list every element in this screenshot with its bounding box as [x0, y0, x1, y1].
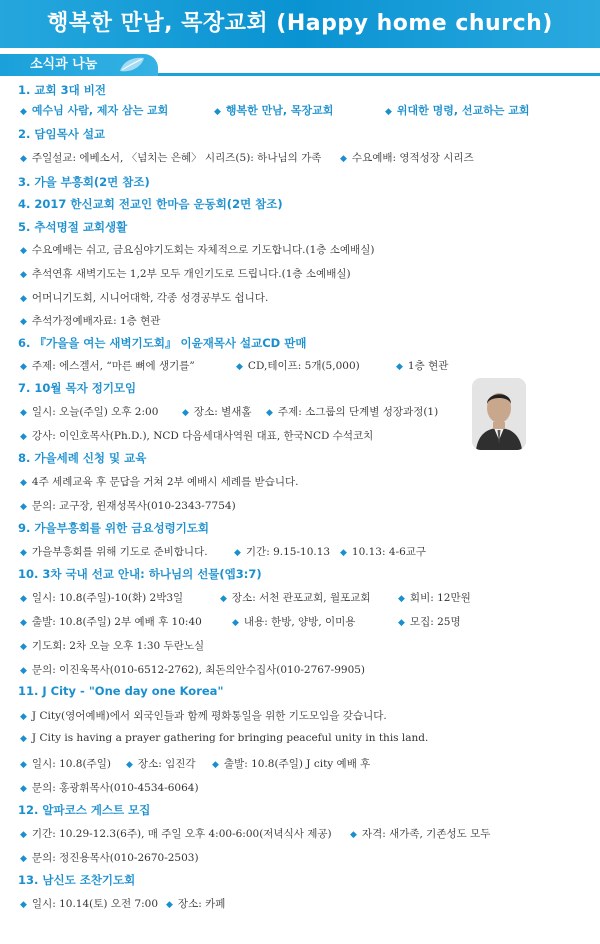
list-item: ◆ J City(영어예배)에서 외국인들과 함께 평화통일을 위한 기도모임을 갖습니다.: [20, 710, 387, 722]
list-item: ◆ 가을부흥회를 위해 기도로 준비합니다.: [20, 546, 208, 558]
diamond-icon: ◆: [20, 760, 27, 770]
list-item: ◆ 일시: 10.14(토) 오전 7:00: [20, 898, 159, 910]
list-item: ◆ 자격: 새가족, 기존성도 모두: [350, 828, 491, 840]
news-tab: [0, 54, 158, 76]
diamond-icon: ◆: [214, 107, 221, 117]
section-heading: 5. 추석명절 교회생활: [18, 220, 128, 234]
section-heading: 2. 담임목사 설교: [18, 127, 106, 141]
diamond-icon: ◆: [20, 784, 27, 794]
diamond-icon: ◆: [20, 642, 27, 652]
section-heading: 6. 『가을을 여는 새벽기도회』 이윤재목사 설교CD 판매: [18, 336, 307, 350]
diamond-icon: ◆: [166, 900, 173, 910]
vision-item: ◆ 위대한 명령, 선교하는 교회: [385, 104, 530, 117]
list-item: ◆ 기간: 9.15-10.13: [234, 546, 331, 558]
list-item: ◆ 1층 현관: [396, 360, 449, 372]
list-item: ◆ CD,테이프: 5개(5,000): [236, 360, 360, 372]
list-item: ◆ 장소: 별새홀: [182, 406, 252, 418]
diamond-icon: ◆: [20, 854, 27, 864]
diamond-icon: ◆: [20, 478, 27, 488]
diamond-icon: ◆: [20, 246, 27, 256]
tab-label: 소식과 나눔: [30, 57, 98, 72]
section-heading: 4. 2017 한신교회 전교인 한마음 운동회(2면 참조): [18, 197, 283, 211]
diamond-icon: ◆: [396, 362, 403, 372]
diamond-icon: ◆: [20, 618, 27, 628]
diamond-icon: ◆: [385, 107, 392, 117]
diamond-icon: ◆: [20, 712, 27, 722]
diamond-icon: ◆: [340, 548, 347, 558]
section-heading: 3. 가을 부흥회(2면 참조): [18, 175, 150, 189]
section-heading: 7. 10월 목자 정기모임: [18, 381, 137, 395]
list-item: ◆ 추석연휴 새벽기도는 1,2부 모두 개인기도로 드립니다.(1층 소예배실): [20, 268, 351, 280]
list-item: ◆ 회비: 12만원: [398, 592, 471, 604]
list-item: ◆ 장소: 서천 관포교회, 월포교회: [220, 592, 371, 604]
list-item: ◆ 출발: 10.8(주일) 2부 예배 후 10:40: [20, 616, 202, 628]
diamond-icon: ◆: [350, 830, 357, 840]
diamond-icon: ◆: [20, 734, 27, 744]
diamond-icon: ◆: [220, 594, 227, 604]
list-item: ◆ 출발: 10.8(주일) J city 예배 후: [212, 758, 371, 770]
list-item: ◆ 주제: 소그룹의 단계별 성장과정(1): [266, 406, 439, 418]
section-heading: 9. 가을부흥회를 위한 금요성령기도회: [18, 521, 210, 535]
list-item: ◆ 일시: 오늘(주일) 오후 2:00: [20, 406, 159, 418]
list-item: ◆ 기도회: 2차 오늘 오후 1:30 두란노실: [20, 640, 205, 652]
diamond-icon: ◆: [266, 408, 273, 418]
diamond-icon: ◆: [126, 760, 133, 770]
list-item: ◆ 어머니기도회, 시니어대학, 각종 성경공부도 쉽니다.: [20, 292, 269, 304]
diamond-icon: ◆: [20, 270, 27, 280]
list-item: ◆ 추석가정예배자료: 1층 현관: [20, 315, 161, 327]
diamond-icon: ◆: [398, 618, 405, 628]
list-item: ◆ 10.13: 4-6교구: [340, 546, 427, 558]
section-heading: 1. 교회 3대 비전: [18, 83, 106, 97]
diamond-icon: ◆: [20, 432, 27, 442]
diamond-icon: ◆: [20, 594, 27, 604]
list-item: ◆ 주일설교: 에베소서, 〈넘치는 은혜〉 시리즈(5): 하나님의 가족: [20, 152, 322, 164]
section-heading: 8. 가을세례 신청 및 교육: [18, 451, 147, 465]
diamond-icon: ◆: [20, 294, 27, 304]
list-item: ◆ 문의: 교구장, 윈재성목사(010-2343-7754): [20, 500, 236, 512]
vision-item: ◆ 예수님 사람, 제자 삼는 교회: [20, 104, 169, 117]
list-item: ◆ 기간: 10.29-12.3(6주), 매 주일 오후 4:00-6:00(저녁식사 제공): [20, 828, 332, 840]
diamond-icon: ◆: [20, 107, 27, 117]
list-item: ◆ J City is having a prayer gathering for bringing peaceful unity in this land.: [20, 732, 429, 744]
list-item: ◆ 일시: 10.8(주일)-10(화) 2박3일: [20, 592, 184, 604]
diamond-icon: ◆: [20, 830, 27, 840]
diamond-icon: ◆: [20, 502, 27, 512]
list-item: ◆ 4주 세례교육 후 문답을 거쳐 2부 예배시 세례를 받습니다.: [20, 476, 299, 488]
list-item: ◆ 수요예배: 영적성장 시리즈: [340, 152, 474, 164]
list-item: ◆ 주제: 에스겔서, “마른 뼈에 생기를”: [20, 360, 195, 372]
diamond-icon: ◆: [236, 362, 243, 372]
list-item: ◆ 강사: 이인호목사(Ph.D.), NCD 다음세대사역원 대표, 한국NCD 수석코치: [20, 430, 374, 442]
diamond-icon: ◆: [20, 666, 27, 676]
diamond-icon: ◆: [20, 317, 27, 327]
list-item: ◆ 장소: 카페: [166, 898, 226, 910]
portrait-image: [472, 378, 526, 450]
list-item: ◆ 모집: 25명: [398, 616, 461, 628]
diamond-icon: ◆: [340, 154, 347, 164]
list-item: ◆ 일시: 10.8(주일): [20, 758, 111, 770]
diamond-icon: ◆: [212, 760, 219, 770]
leaf-icon: [118, 56, 146, 74]
diamond-icon: ◆: [20, 548, 27, 558]
page-title: 행복한 만남, 목장교회 (Happy home church): [0, 0, 600, 48]
list-item: ◆ 장소: 임진각: [126, 758, 196, 770]
section-heading: 13. 남신도 조찬기도회: [18, 873, 136, 887]
diamond-icon: ◆: [20, 408, 27, 418]
diamond-icon: ◆: [20, 900, 27, 910]
vision-item: ◆ 행복한 만남, 목장교회: [214, 104, 334, 117]
diamond-icon: ◆: [20, 362, 27, 372]
diamond-icon: ◆: [20, 154, 27, 164]
list-item: ◆ 문의: 이진욱목사(010-6512-2762), 최돈의안수집사(010-2767-9905): [20, 664, 366, 676]
diamond-icon: ◆: [234, 548, 241, 558]
section-heading: 11. J City - "One day one Korea": [18, 684, 224, 698]
diamond-icon: ◆: [182, 408, 189, 418]
list-item: ◆ 문의: 정진용목사(010-2670-2503): [20, 852, 199, 864]
list-item: ◆ 내용: 한방, 양방, 이미용: [232, 616, 356, 628]
speaker-photo: [472, 378, 526, 450]
section-heading: 10. 3차 국내 선교 안내: 하나님의 선물(엡3:7): [18, 567, 262, 581]
section-heading: 12. 알파코스 게스트 모집: [18, 803, 151, 817]
list-item: ◆ 문의: 홍광휘목사(010-4534-6064): [20, 782, 199, 794]
diamond-icon: ◆: [398, 594, 405, 604]
section-tab-bar: [0, 54, 600, 76]
list-item: ◆ 수요예배는 쉬고, 금요심야기도회는 자체적으로 기도합니다.(1층 소예배실): [20, 244, 375, 256]
diamond-icon: ◆: [232, 618, 239, 628]
